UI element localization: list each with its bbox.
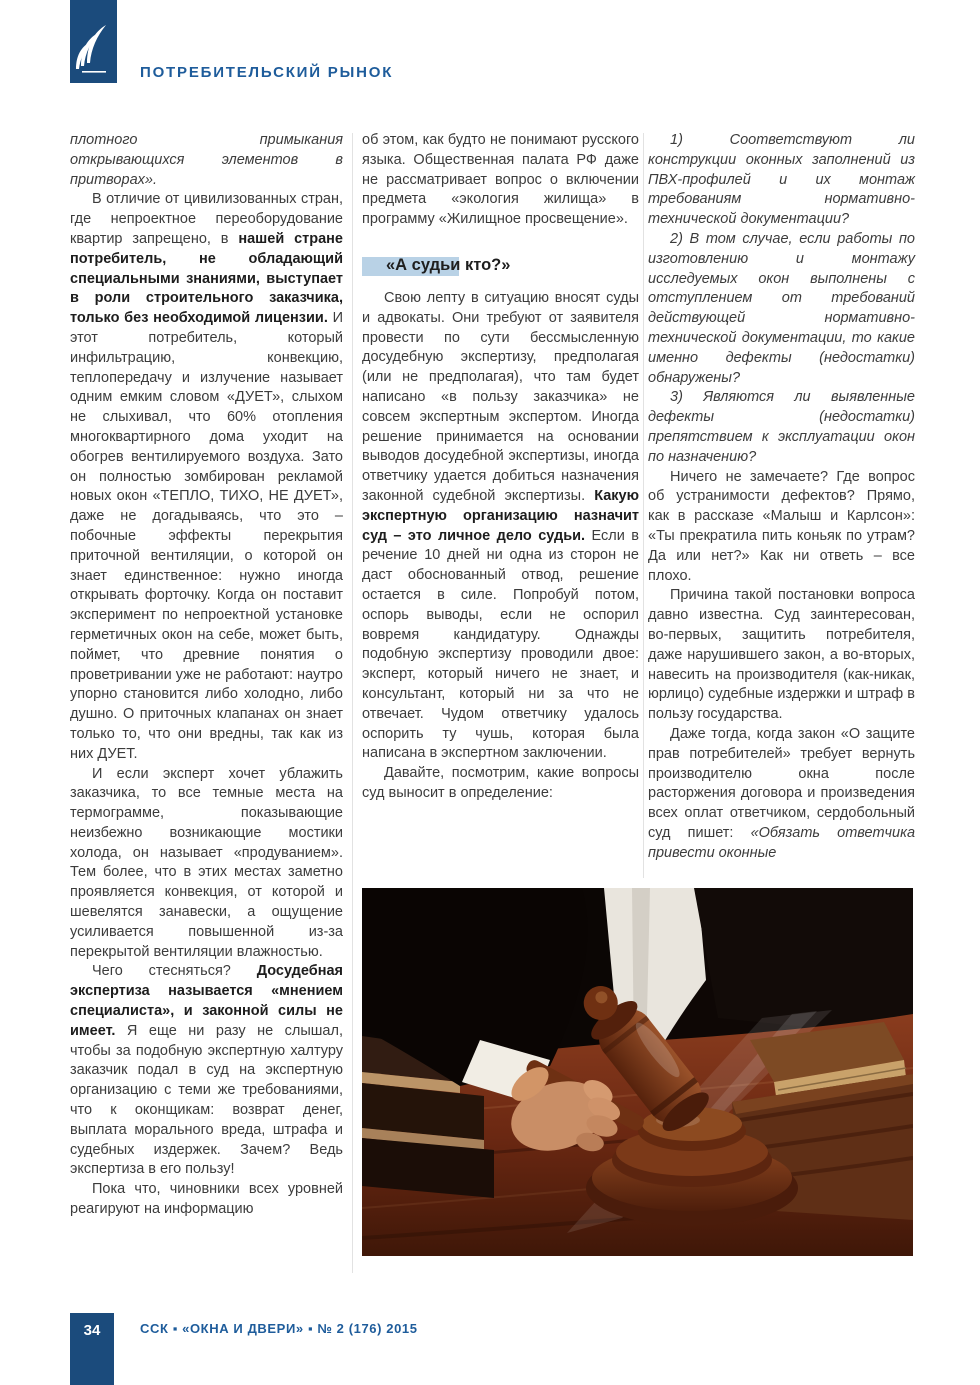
text-run: Чего стесняться? xyxy=(92,963,257,980)
column-divider xyxy=(643,133,644,878)
text-run: Даже тогда, когда закон «О защите прав потребителей» требует вернуть производителю окна после расторжения договора и произведения всех оплат ответчиком, сердобольный суд пишет: xyxy=(648,725,915,841)
paragraph xyxy=(70,131,343,190)
swoosh-logo-icon xyxy=(70,0,117,83)
article-subheading xyxy=(362,256,639,275)
text-run: плотного примыкания открывающихся элементов в притворах». xyxy=(70,132,343,188)
article-column-3 xyxy=(648,131,915,863)
page-number-badge xyxy=(70,1313,114,1385)
text-run: Давайте, посмотрим, какие вопросы суд выносит в определение: xyxy=(362,765,639,801)
text-run: В отличие от цивилизованных стран, где непроектное переоборудование квартир запрещено, в xyxy=(70,191,343,247)
paragraph xyxy=(648,468,915,587)
paragraph xyxy=(362,764,639,804)
text-run: И если эксперт хочет ублажить заказчика, то все темные места на термограмме, показывающие неизбежно возникающие мостики холода, он называет «продуванием». Тем более, что в этих местах заметно проявляется конвекция, от которой и шевелятся занавески, а ощущение усиливается повышенной из-за перекрытой вентиляции влажностью. xyxy=(70,765,343,960)
text-run-bold: нашей стране потребитель, не обладающий специальными знаниями, выступает в роли строительного заказчика, только без необходимой лицензии. xyxy=(70,230,343,327)
text-run: Свою лепту в ситуацию вносят суды и адвокаты. Они требуют от заявителя провести по сути бессмысленную досудебную экспертизу, предполагая (или не предполагая), что там будет написано «в пользу заказчика» не совсем экспертным экспертом. Иногда решение принимается на основании выводов досудебной экспертизы, иногда ответчику удается добиться назначения законной судебной экспертизы. xyxy=(362,289,639,504)
paragraph xyxy=(70,1180,343,1220)
text-run: Ничего не замечаете? Где вопрос об устранимости дефектов? Прямо, как в рассказе «Малыш и Карлсон»: «Ты прекратила пить коньяк по утрам? Да или нет?» Как ни ответь – все плохо. xyxy=(648,468,915,584)
text-run-italic: «Обязать ответчика привести оконные xyxy=(648,824,916,861)
court-question-3 xyxy=(648,388,915,467)
publisher-logo xyxy=(70,0,117,83)
journal-footer-line: ССК ▪ «ОКНА И ДВЕРИ» ▪ № 2 (176) 2015 xyxy=(140,1321,418,1336)
paragraph xyxy=(70,765,343,963)
text-run: 3) Являются ли выявленные дефекты (недостатки) препятствием к эксплуатации окон по назначению? xyxy=(648,389,915,465)
text-run: И этот потребитель, который инфильтрацию, конвекцию, теплопередачу и излучение называет одним емким словом «ДУЕТ», слыхом не слыхивал, что 60% отопления многоквартирного дома уходит на обогрев вентилируемого воздуха. Зато он полностью зомбирован рекламой новых окон «ТЕПЛО, ТИХО, НЕ ДУЕТ», даже не догадываясь, что это – побочные эффекты перекрытия приточной вентиляции, о которой он знает единственное: нужно иногда открывать форточку. Когда он поставит эксперимент по непроектной установке герметичных окон на себе, может быть, поймет, что древние понятия о проветривании уже не работают: наутро упорно становится либо холодно, либо душно. О приточных клапанах он знает только то, что они вредны, так как из них ДУЕТ. xyxy=(70,310,344,762)
heading-text: «А судьи кто?» xyxy=(386,255,511,274)
gavel-photo-illustration xyxy=(362,888,913,1256)
column-divider xyxy=(352,133,353,1273)
text-run: Пока что, чиновники всех уровней реагируют на информацию xyxy=(70,1181,343,1218)
text-run: Если в речение 10 дней ни одна из сторон не даст обоснованный отвод, решение остается в силе. Попробуй потом, оспорь выводы, если не оспорил вовремя кандидатуру. Однажды подобную экспертизу проводили двое: эксперт, который ничего не знает, и консультант, который ни за что не отвечает. Чудом ответчику удалось оспорить ту чушь, которая была написана в экспертном заключении. xyxy=(362,527,639,762)
text-run: об этом, как будто не понимают русского языка. Общественная палата РФ даже не рассматривает вопрос о включении предмета «экология жилища» в программу «Жилищное просвещение». xyxy=(362,132,639,228)
paragraph xyxy=(648,586,915,725)
paragraph xyxy=(70,190,343,764)
paragraph xyxy=(362,131,639,230)
article-column-2 xyxy=(362,131,639,804)
section-title: ПОТРЕБИТЕЛЬСКИЙ РЫНОК xyxy=(140,64,394,81)
article-column-1 xyxy=(70,131,343,1220)
judge-gavel-photo xyxy=(362,888,913,1256)
text-run: Я еще ни разу не слышал, чтобы за подобную экспертную халтуру заказчик подал в суд на экспертную организацию с теми же требованиями, что к оконщикам: возврат денег, выплата морального вреда, штрафа и судебных издержек. Зачем? Ведь экспертиза в его пользу! xyxy=(70,1022,343,1178)
paragraph xyxy=(648,725,915,864)
page-number: 34 xyxy=(83,1322,101,1339)
text-run: 1) Соответствуют ли конструкции оконных заполнений из ПВХ-профилей и их монтаж требованиям нормативно-технической документации? xyxy=(648,132,915,228)
text-run-bold: Досудебная экспертиза называется «мнением специалиста», и законной силы не имеет. xyxy=(70,963,343,1039)
text-run: Причина такой постановки вопроса давно известна. Суд заинтересован, во-первых, защитить потребителя, даже нарушившего закон, а во-вторых, навесить на производителя (как-никак, юрлицо) судебные издержки и штраф в пользу государства. xyxy=(648,587,915,723)
paragraph xyxy=(362,289,639,764)
text-run-bold: Какую экспертную организацию назначит суд – это личное дело судьи. xyxy=(362,487,639,544)
court-question-1 xyxy=(648,131,915,230)
court-question-2 xyxy=(648,230,915,388)
text-run: 2) В том случае, если работы по изготовлению и монтажу исследуемых окон выполнены с отступлением от требований действующей нормативно-технической документации, то какие именно дефекты (недостатки) обнаружены? xyxy=(648,230,915,386)
paragraph xyxy=(70,962,343,1180)
